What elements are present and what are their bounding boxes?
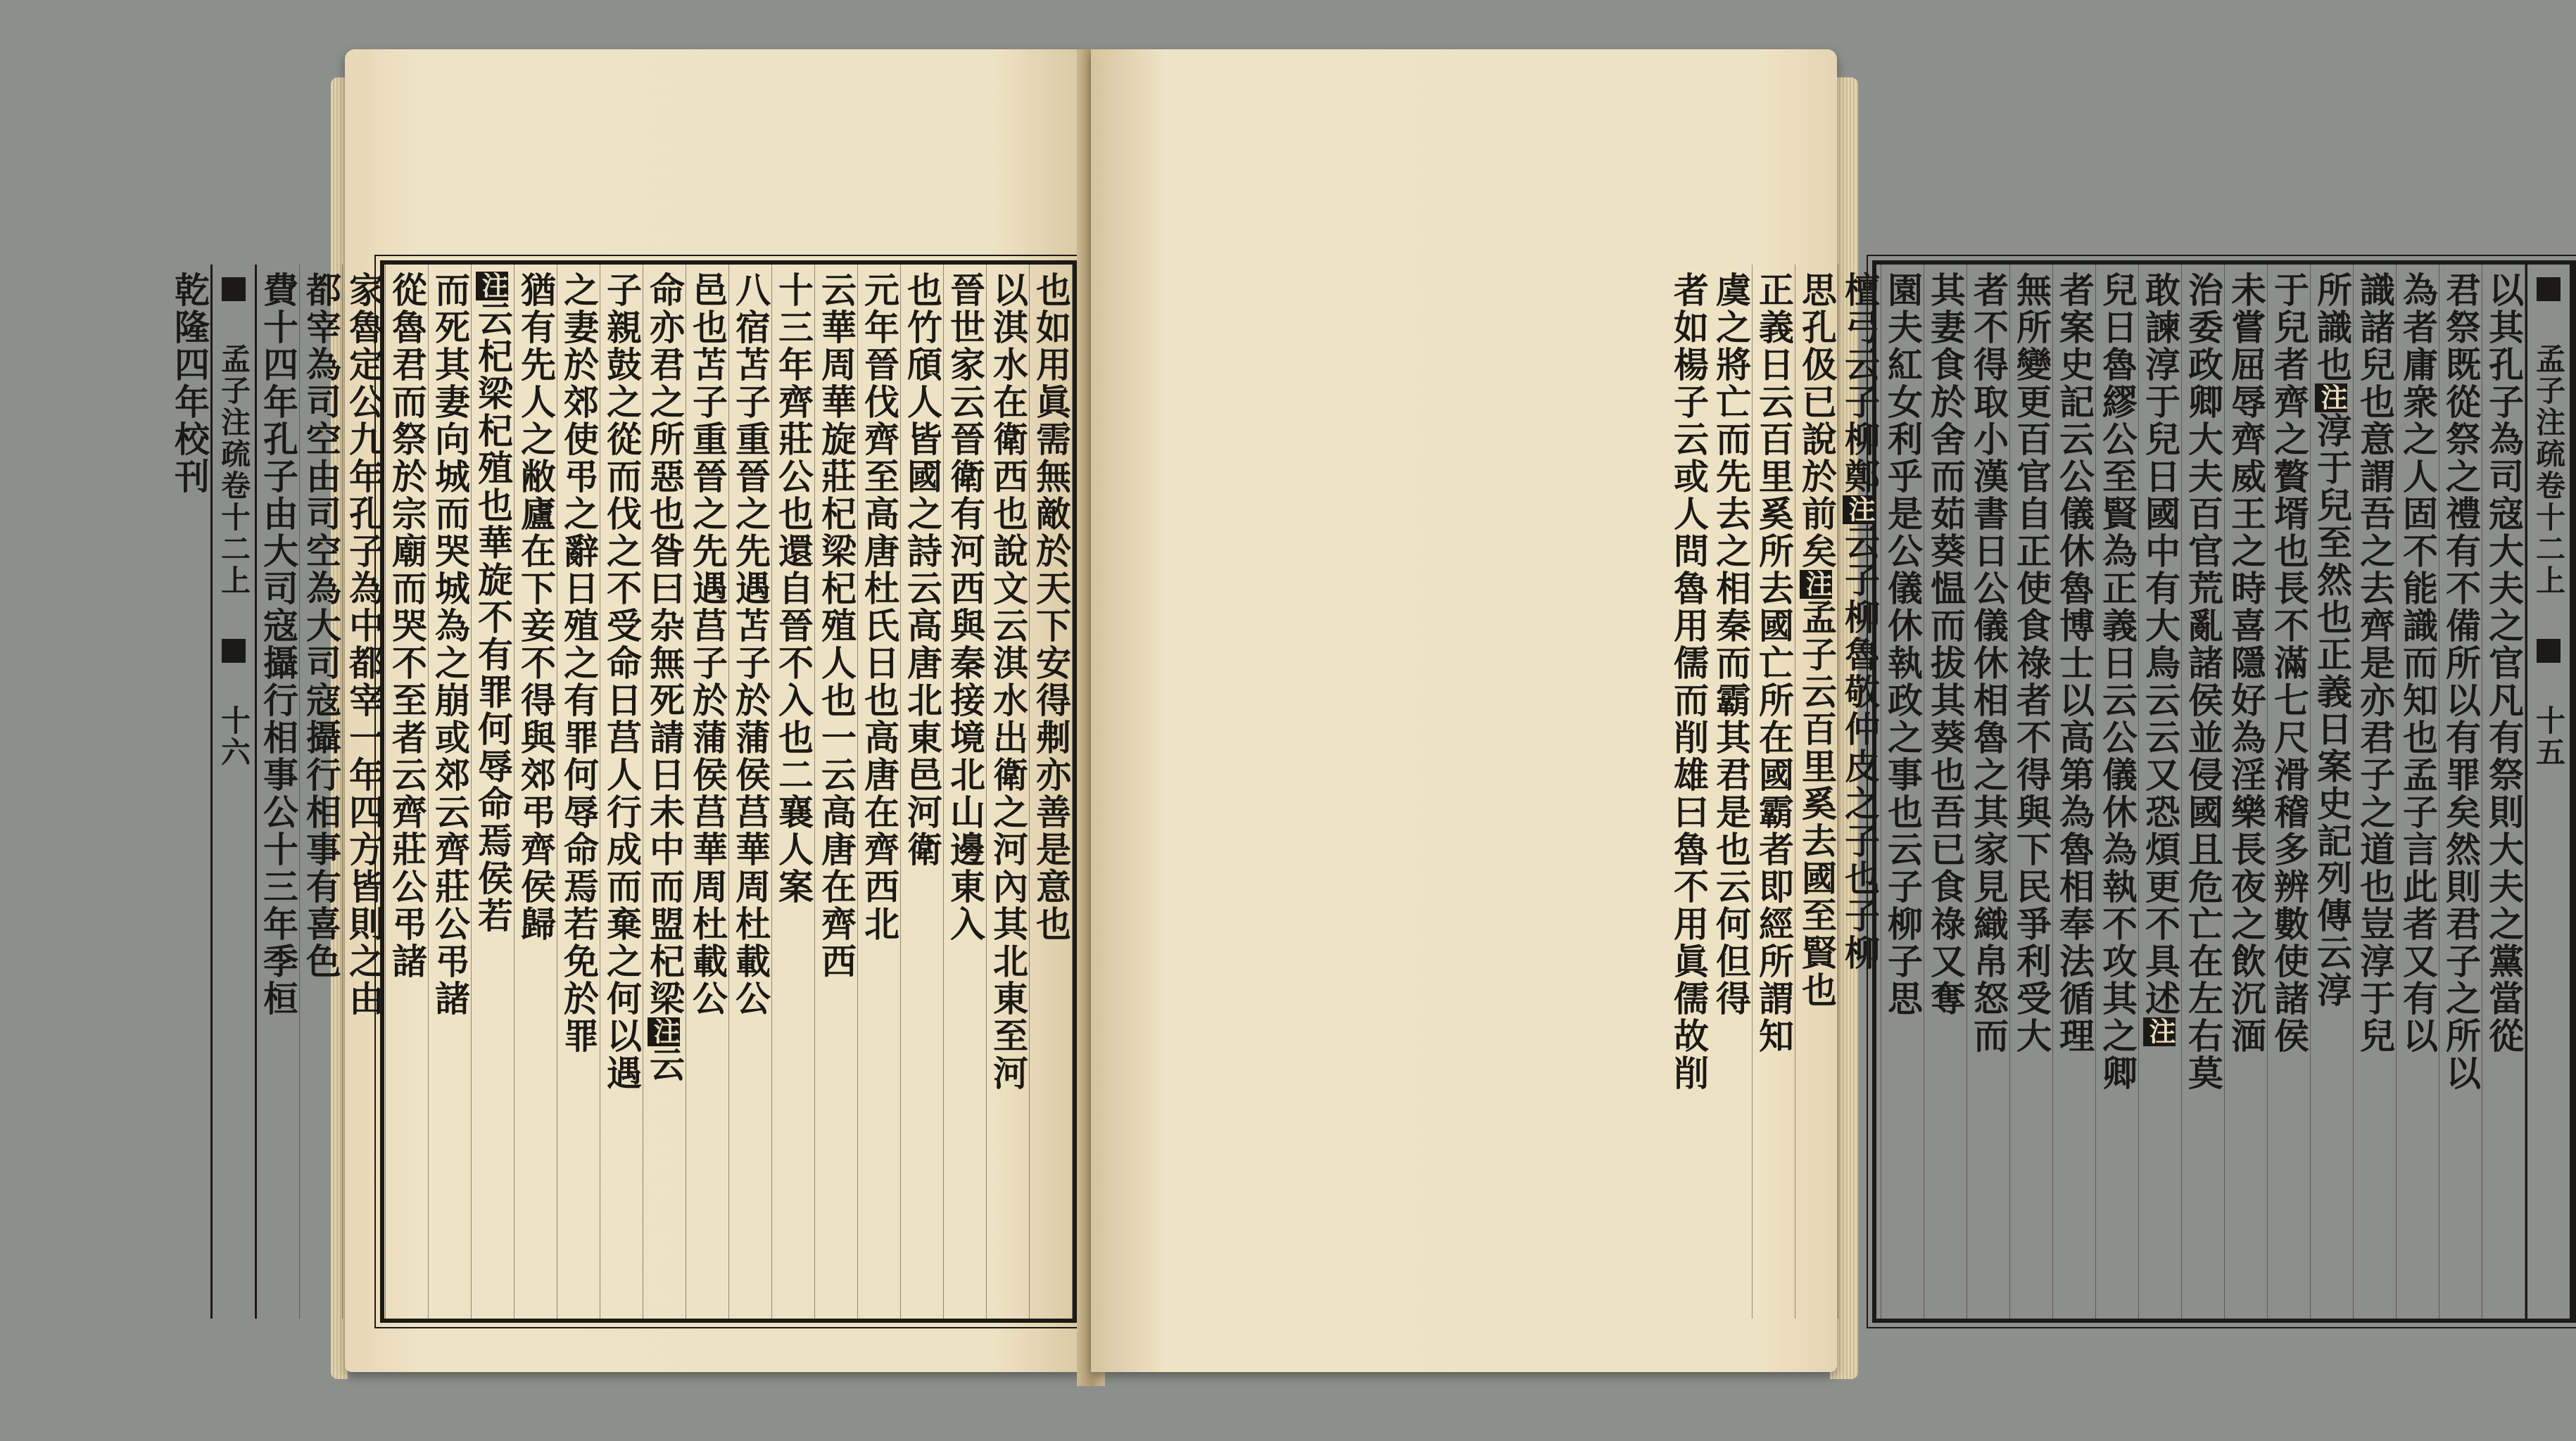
text-column: 無所變更百官自正使食祿者不得與下民爭利受大 (2010, 265, 2053, 1319)
text-column: 之妻於郊使弔之辭日殖之有罪何辱命焉若免於罪 (557, 265, 600, 1319)
text-column: 猶有先人之敝廬在下妾不得與郊弔齊侯歸 (514, 265, 557, 1319)
text-column: 子親鼓之從而伐之不受命日莒人行成而棄之何以遇 (600, 265, 643, 1319)
left-text-block (169, 260, 1077, 1323)
right-text-block (1668, 260, 2576, 1323)
text-column: 家魯定公九年孔子為中都宰一年四方皆則之由 (343, 265, 386, 1319)
text-column: 也竹頎人皆國之詩云高唐北東邑河衛 (901, 265, 944, 1319)
text-column: 其妻食於舍而茹葵愠而拔其葵也吾已食祿又奪 (1924, 265, 1967, 1319)
right-fold-column (2525, 265, 2572, 1319)
right-page (1091, 49, 2566, 1372)
text-column: 虞之將亡而先去之相秦而霸其君是也云何但得 (1710, 265, 1753, 1319)
fold-title: 孟子注疏卷十二上 (2532, 343, 2566, 597)
text-column: 以其孔子為司寇大夫之官凡有祭則大夫之黨當從 (2482, 265, 2525, 1319)
left-columns (169, 265, 1073, 1319)
text-column: 十三年齊莊公也還自晉不入也二襄人案 (772, 265, 815, 1319)
text-column: 園夫紅女利乎是公儀休執政之事也云子柳子思 (1881, 265, 1924, 1319)
text-column: 識諸兒也意謂吾之去齊是亦君子之道也豈淳于兒 (2354, 265, 2397, 1319)
fish-tail-mark (2537, 639, 2561, 663)
text-column: 命亦君之所惡也昝曰杂無死請日未中而盟杞梁注云 (643, 265, 686, 1319)
text-column: 者案史記云公儀休魯博士以高第為魯相奉法循理 (2053, 265, 2096, 1319)
text-column: 思孔伋已說於前矣注孟子云百里奚去國至賢也 (1795, 265, 1838, 1319)
annotation-tag: 注 (477, 272, 509, 300)
annotation-tag: 注 (2145, 1017, 2176, 1046)
text-column: 為者庸衆之人固不能識而知也孟子言此者又有以 (2397, 265, 2439, 1319)
annotation-tag: 注 (1844, 495, 1876, 524)
text-column: 治委政卿大夫百官荒亂諸侯並侵國且危亡在左右莫 (2182, 265, 2225, 1319)
left-page (169, 49, 1084, 1372)
text-column: 于兒者齊之贅壻也長不滿七尺滑稽多辨數使諸侯 (2268, 265, 2311, 1319)
text-column: 晉世家云晉衛有河西與秦接境北山邊東入 (944, 265, 987, 1319)
text-column: 都宰為司空由司空為大司寇攝行相事有喜色 (300, 265, 343, 1319)
text-column: 兒日魯繆公至賢為正義日云公儀休為執不攻其之卿 (2096, 265, 2139, 1319)
text-column: 者不得取小漢書日公儀休相魯之其家見織帛怒而 (1967, 265, 2010, 1319)
text-column: 所識也注淳于兒至然也正義日案史記列傳云淳 (2311, 265, 2354, 1319)
colophon-column: 乾隆四年校刊 (169, 272, 210, 495)
right-columns (1668, 265, 2572, 1319)
text-column: 正義日云百里奚所去國亡所在國霸者即經所謂知 (1753, 265, 1795, 1319)
open-book (169, 49, 2566, 1400)
page-number: 十六 (217, 705, 251, 768)
text-column: 注云杞梁杞殖也華旋不有罪何辱命焉侯若 (472, 265, 514, 1319)
text-column: 費十四年孔子由大司寇攝行相事公十三年季桓 (257, 265, 300, 1319)
fold-title: 孟子注疏卷十二上 (217, 343, 251, 597)
left-fold-column (210, 265, 257, 1319)
text-column: 敢諫淳于兒日國中有大鳥云云又恐煩更不具述注 (2139, 265, 2182, 1319)
text-column: 邑也苫子重晉之先遇莒子於蒲侯莒華周杜載公 (686, 265, 729, 1319)
text-column: 云華周華旋莊杞梁杞殖人也一云高唐在齊西 (815, 265, 858, 1319)
text-column: 者如楊子云或人問魯用儒而削雄曰魯不用眞儒故削 (1668, 272, 1710, 1092)
text-column: 而死其妻向城而哭城為之崩或郊云齊莊公弔諸 (429, 265, 472, 1319)
fish-tail-mark (2537, 277, 2561, 301)
text-column: 從魯君而祭於宗廟而哭不至者云齊莊公弔諸 (386, 265, 429, 1319)
text-column: 以淇水在衛西也說文云淇水出衛之河內其北東至河 (987, 265, 1030, 1319)
fish-tail-mark (222, 639, 246, 663)
text-column: 檀弓云子柳鄭注云子柳魯敬仲皮之子也子柳 (1838, 265, 1881, 1319)
annotation-tag: 注 (1801, 570, 1833, 599)
text-column: 也如用眞需無敵於天下安得刜亦善是意也 (1030, 265, 1073, 1319)
annotation-tag: 注 (2316, 383, 2348, 412)
page-number: 十五 (2532, 705, 2566, 768)
text-column: 未嘗屈辱齊威王之時喜隱好為淫樂長夜之飲沉湎 (2225, 265, 2268, 1319)
text-column: 元年晉伐齊至高唐杜氏日也高唐在齊西北 (858, 265, 901, 1319)
annotation-tag: 注 (649, 1017, 681, 1046)
text-column: 八宿苫子重晉之先遇苫子於蒲侯莒華周杜載公 (729, 265, 772, 1319)
text-column: 君祭既從祭之禮有不備所以有罪矣然則君子之所以 (2439, 265, 2482, 1319)
fish-tail-mark (222, 277, 246, 301)
